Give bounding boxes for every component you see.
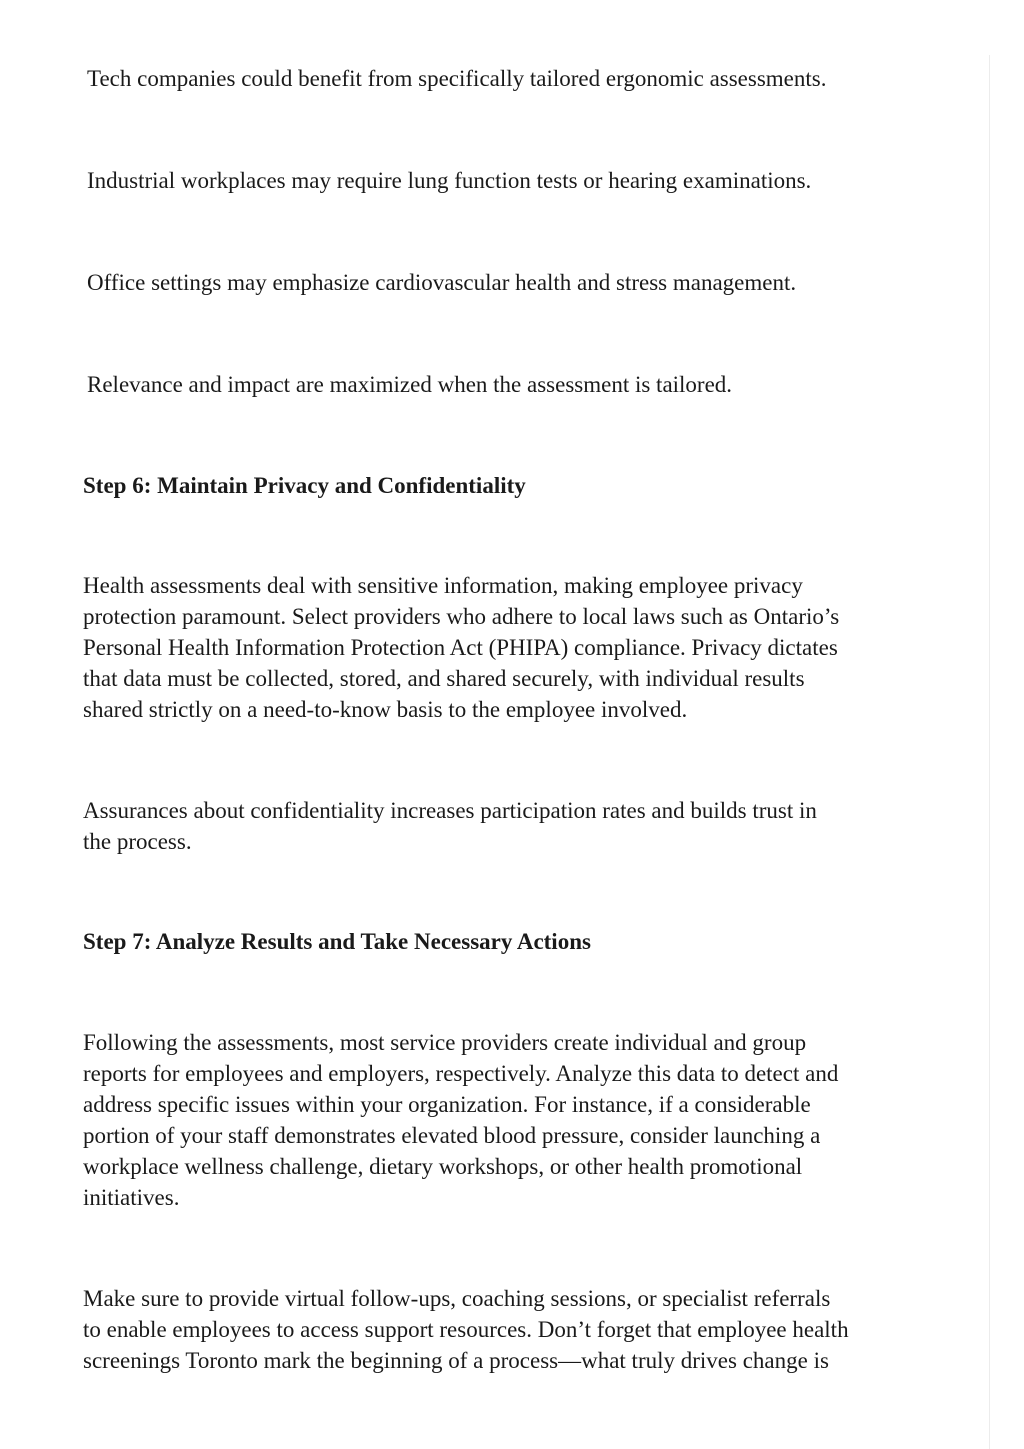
paragraph-line: screenings Toronto mark the beginning of a process—what truly drives change is bbox=[83, 1348, 829, 1373]
list-item: Relevance and impact are maximized when the assessment is tailored. bbox=[87, 372, 733, 397]
paragraph-line: Health assessments deal with sensitive information, making employee privacy bbox=[83, 573, 803, 598]
step7-paragraph-2 bbox=[83, 1283, 973, 1376]
page-edge-divider bbox=[989, 55, 990, 1449]
paragraph-line: Following the assessments, most service providers create individual and group bbox=[83, 1030, 807, 1055]
paragraph-line: reports for employees and employers, respectively. Analyze this data to detect and bbox=[83, 1061, 839, 1086]
list-item: Office settings may emphasize cardiovascular health and stress management. bbox=[87, 270, 797, 295]
paragraph-line: Personal Health Information Protection Act (PHIPA) compliance. Privacy dictates bbox=[83, 635, 838, 660]
paragraph-line: the process. bbox=[83, 829, 192, 854]
step6-paragraph-2 bbox=[83, 795, 973, 857]
paragraph-line: protection paramount. Select providers who adhere to local laws such as Ontario’s bbox=[83, 604, 840, 629]
paragraph-line: shared strictly on a need-to-know basis to the employee involved. bbox=[83, 697, 688, 722]
step7-paragraph-1 bbox=[83, 1027, 973, 1213]
step7-heading: Step 7: Analyze Results and Take Necessary Actions bbox=[83, 929, 591, 954]
paragraph-line: initiatives. bbox=[83, 1185, 180, 1210]
paragraph-line: portion of your staff demonstrates elevated blood pressure, consider launching a bbox=[83, 1123, 821, 1148]
paragraph-line: that data must be collected, stored, and shared securely, with individual results bbox=[83, 666, 805, 691]
list-item: Tech companies could benefit from specifically tailored ergonomic assessments. bbox=[87, 66, 827, 91]
paragraph-line: to enable employees to access support resources. Don’t forget that employee health bbox=[83, 1317, 849, 1342]
step6-heading: Step 6: Maintain Privacy and Confidentiality bbox=[83, 473, 526, 498]
paragraph-line: Assurances about confidentiality increases participation rates and builds trust in bbox=[83, 798, 817, 823]
paragraph-line: workplace wellness challenge, dietary workshops, or other health promotional bbox=[83, 1154, 803, 1179]
list-item: Industrial workplaces may require lung function tests or hearing examinations. bbox=[87, 168, 812, 193]
paragraph-line: address specific issues within your organization. For instance, if a considerable bbox=[83, 1092, 811, 1117]
step6-paragraph-1 bbox=[83, 570, 973, 725]
paragraph-line: Make sure to provide virtual follow-ups, coaching sessions, or specialist referrals bbox=[83, 1286, 831, 1311]
